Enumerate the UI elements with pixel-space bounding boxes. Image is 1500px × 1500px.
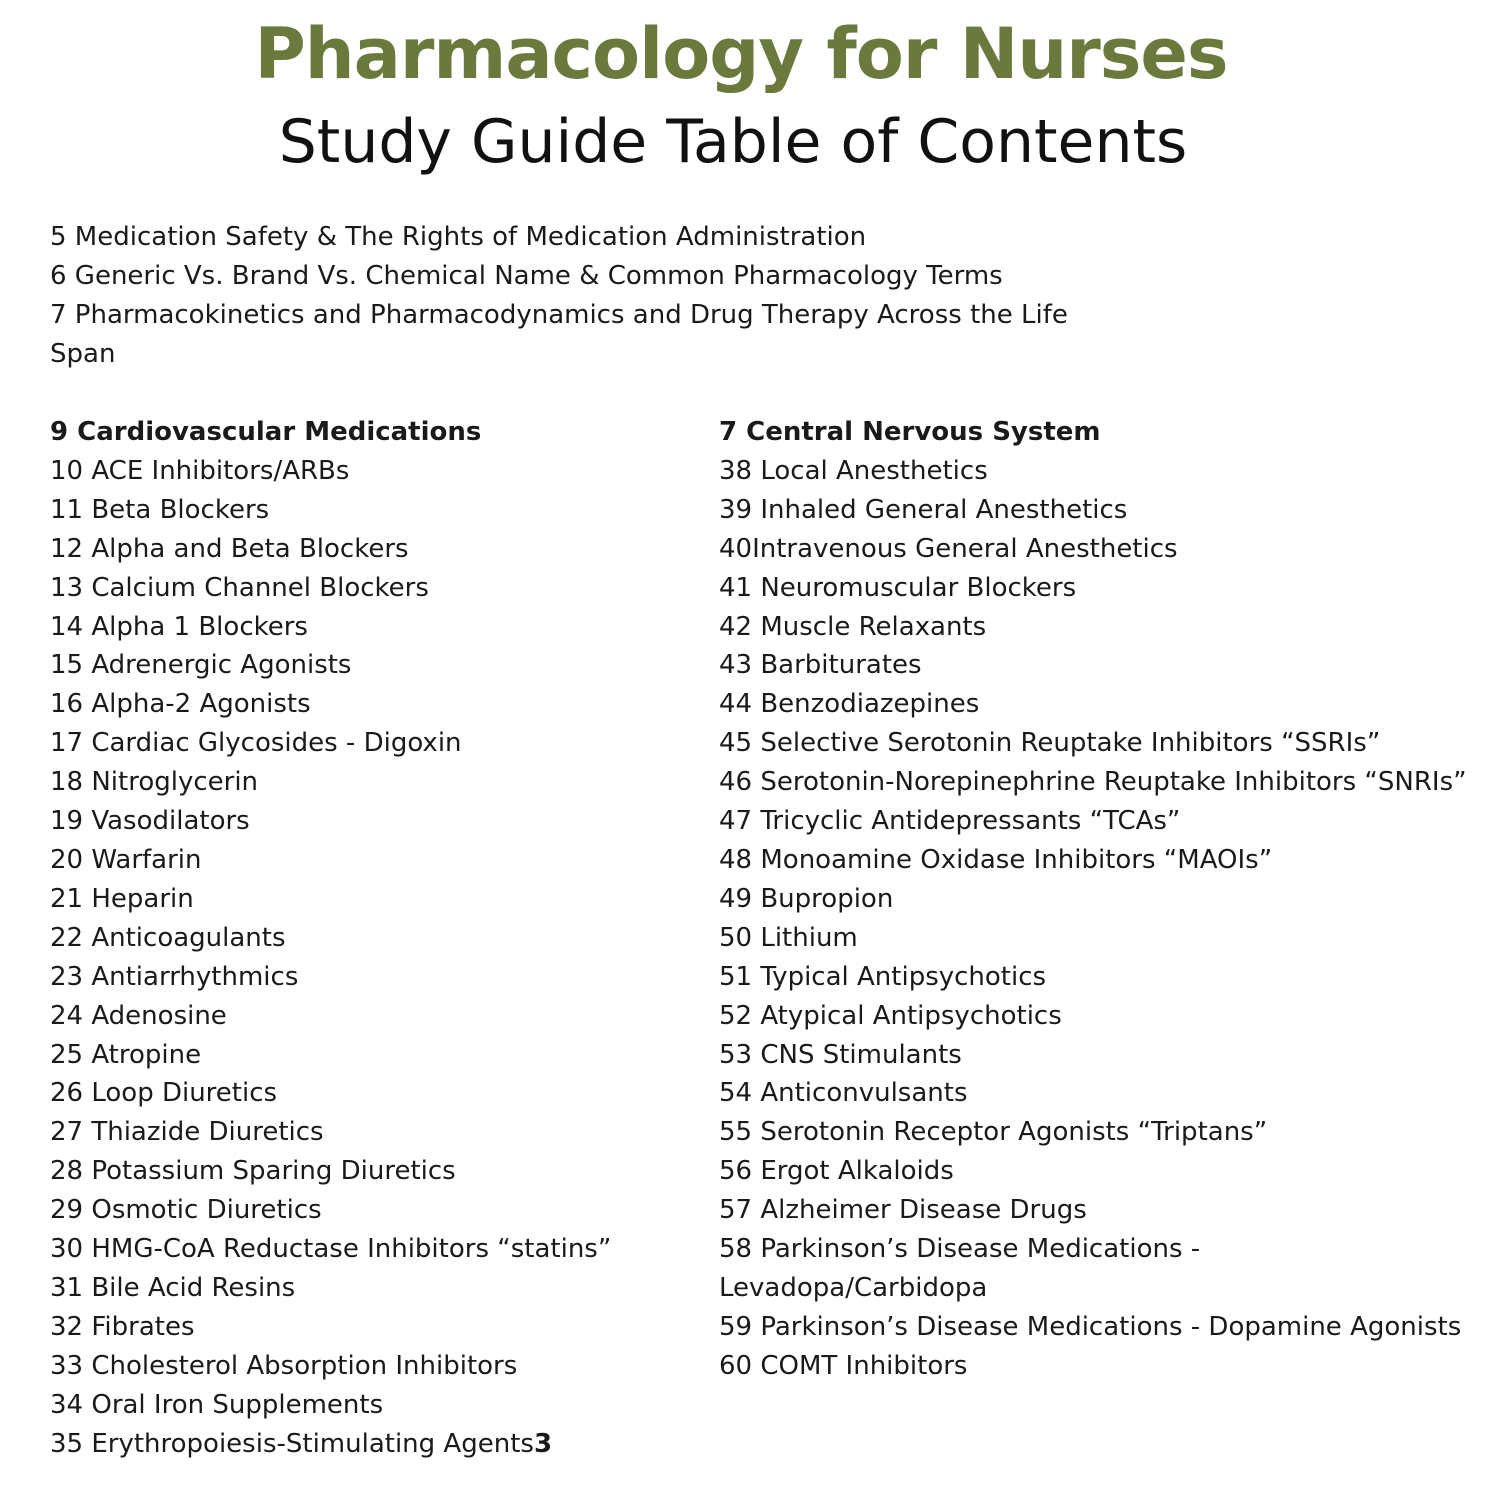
toc-entry[interactable]: 33 Cholesterol Absorption Inhibitors — [50, 1350, 518, 1381]
toc-entry[interactable]: 31 Bile Acid Resins — [50, 1272, 296, 1303]
toc-entry[interactable]: 57 Alzheimer Disease Drugs — [719, 1195, 1087, 1226]
intro-list — [50, 218, 1110, 374]
toc-entry[interactable]: 23 Antiarrhythmics — [50, 961, 299, 992]
toc-entry[interactable]: 17 Cardiac Glycosides - Digoxin — [50, 728, 462, 759]
toc-entry[interactable]: 29 Osmotic Diuretics — [50, 1195, 322, 1226]
toc-entry[interactable]: 15 Adrenergic Agonists — [50, 650, 352, 681]
page-number: 3 — [533, 1428, 553, 1459]
toc-entry[interactable]: 26 Loop Diuretics — [50, 1078, 278, 1109]
toc-entry[interactable]: 18 Nitroglycerin — [50, 767, 259, 798]
toc-entry[interactable]: 32 Fibrates — [50, 1311, 195, 1342]
toc-entry[interactable]: 16 Alpha-2 Agonists — [50, 689, 311, 720]
toc-entry[interactable]: 24 Adenosine — [50, 1000, 227, 1031]
toc-entry[interactable]: 34 Oral Iron Supplements — [50, 1389, 384, 1420]
toc-entry[interactable]: 52 Atypical Antipsychotics — [719, 1000, 1062, 1031]
toc-entry[interactable]: 46 Serotonin-Norepinephrine Reuptake Inhibitors “SNRIs” — [719, 767, 1467, 798]
toc-entry[interactable]: 7 Pharmacokinetics and Pharmacodynamics and Drug Therapy Across the Life Span — [50, 299, 1068, 369]
toc-entry[interactable]: 13 Calcium Channel Blockers — [50, 572, 429, 603]
toc-entry[interactable]: 30 HMG-CoA Reductase Inhibitors “statins” — [50, 1234, 612, 1265]
toc-entry[interactable]: 47 Tricyclic Antidepressants “TCAs” — [719, 806, 1181, 837]
toc-entry[interactable]: 42 Muscle Relaxants — [719, 611, 987, 642]
cardiovascular-section — [50, 413, 700, 1463]
cns-section — [719, 413, 1469, 1386]
toc-entry[interactable]: 56 Ergot Alkaloids — [719, 1156, 954, 1187]
toc-entry[interactable]: 38 Local Anesthetics — [719, 455, 988, 486]
toc-entry[interactable]: 25 Atropine — [50, 1039, 202, 1070]
toc-entry[interactable]: 54 Anticonvulsants — [719, 1078, 968, 1109]
toc-entry[interactable]: 22 Anticoagulants — [50, 922, 286, 953]
toc-entry[interactable]: 5 Medication Safety & The Rights of Medication Administration — [50, 222, 867, 252]
toc-entry[interactable]: 43 Barbiturates — [719, 650, 922, 681]
toc-entry[interactable]: 28 Potassium Sparing Diuretics — [50, 1156, 456, 1187]
toc-entry[interactable]: 45 Selective Serotonin Reuptake Inhibitors “SSRIs” — [719, 728, 1381, 759]
toc-entry[interactable]: 49 Bupropion — [719, 883, 894, 914]
toc-entry[interactable]: 14 Alpha 1 Blockers — [50, 611, 308, 642]
toc-entry[interactable]: 19 Vasodilators — [50, 806, 250, 837]
toc-entry[interactable]: 21 Heparin — [50, 883, 194, 914]
toc-entry[interactable]: 60 COMT Inhibitors — [719, 1350, 968, 1381]
toc-entry-text: 35 Erythropoiesis-Stimulating Agents — [50, 1428, 534, 1459]
toc-entry[interactable]: 11 Beta Blockers — [50, 494, 270, 525]
toc-entry[interactable]: 48 Monoamine Oxidase Inhibitors “MAOIs” — [719, 844, 1273, 875]
toc-entry[interactable]: 55 Serotonin Receptor Agonists “Triptans” — [719, 1117, 1268, 1148]
toc-entry[interactable]: 27 Thiazide Diuretics — [50, 1117, 324, 1148]
document-subtitle: Study Guide Table of Contents — [278, 107, 1188, 177]
toc-entry[interactable]: 41 Neuromuscular Blockers — [719, 572, 1077, 603]
toc-entry[interactable]: 20 Warfarin — [50, 844, 202, 875]
toc-entry[interactable]: 40Intravenous General Anesthetics — [719, 533, 1178, 564]
toc-entry[interactable]: 53 CNS Stimulants — [719, 1039, 962, 1070]
toc-entry[interactable]: 58 Parkinson’s Disease Medications - Levadopa/Carbidopa — [719, 1234, 1201, 1303]
toc-entry-last[interactable] — [50, 1425, 700, 1464]
toc-entry[interactable]: 59 Parkinson’s Disease Medications - Dopamine Agonists — [719, 1311, 1462, 1342]
section-heading-cns[interactable]: 7 Central Nervous System — [719, 417, 1101, 447]
document-title: Pharmacology for Nurses — [254, 13, 1228, 95]
toc-entry[interactable]: 10 ACE Inhibitors/ARBs — [50, 455, 350, 486]
toc-entry[interactable]: 12 Alpha and Beta Blockers — [50, 533, 409, 564]
toc-entry[interactable]: 44 Benzodiazepines — [719, 689, 980, 720]
section-heading-cardiovascular[interactable]: 9 Cardiovascular Medications — [50, 417, 482, 447]
toc-entry[interactable]: 6 Generic Vs. Brand Vs. Chemical Name & Common Pharmacology Terms — [50, 260, 1003, 291]
toc-entry[interactable]: 39 Inhaled General Anesthetics — [719, 494, 1128, 525]
toc-entry[interactable]: 50 Lithium — [719, 922, 858, 953]
toc-entry[interactable]: 51 Typical Antipsychotics — [719, 961, 1047, 992]
